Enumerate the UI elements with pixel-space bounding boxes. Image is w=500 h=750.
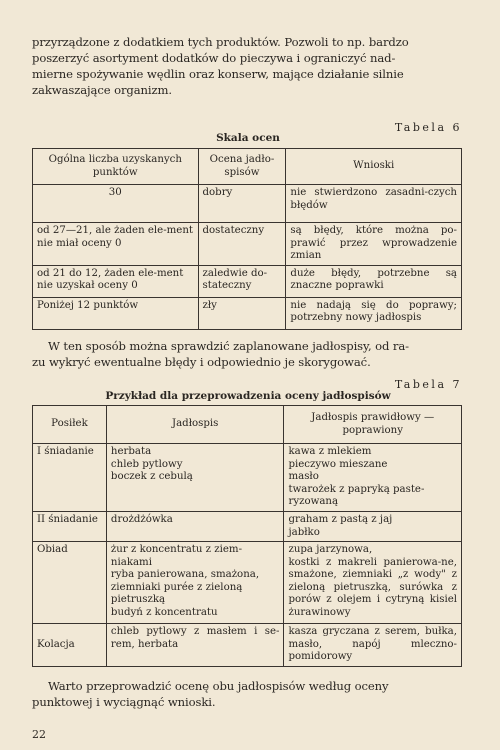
table-cell: 30 bbox=[33, 185, 199, 223]
table-row bbox=[33, 624, 462, 667]
menu-line: chleb pytlowy bbox=[110, 458, 183, 470]
meal-cell: Obiad bbox=[33, 542, 107, 624]
middle-paragraph bbox=[32, 338, 464, 370]
table7-label: Tabela 7 bbox=[394, 378, 462, 391]
menu-line: ziemniaki purée z zieloną pietruszką bbox=[110, 581, 243, 605]
menu-line: jabłko bbox=[288, 526, 320, 538]
menu-line: drożdżówka bbox=[110, 514, 173, 525]
text-line: W ten sposób można sprawdzić zaplanowane jadłospisy, od ra- bbox=[48, 339, 409, 353]
table-cell: są błędy, które można po-prawić przez wprowadzenie zmian bbox=[286, 223, 462, 266]
closing-paragraph bbox=[32, 678, 464, 710]
menu-line: zupa jarzynowa, bbox=[288, 544, 373, 555]
menu-cell bbox=[106, 512, 284, 542]
table6-header-cell: Ogólna liczba uzyskanych punktów bbox=[33, 149, 199, 185]
corrected-cell bbox=[284, 624, 462, 667]
menu-line: masło bbox=[288, 471, 319, 482]
table6 bbox=[32, 148, 462, 330]
menu-line: kostki z makreli panierowa-ne, smażone, ziemniaki „z wody" z zieloną pietruszką, surówka z porów z olejem i cytryną kisiel żurawinowy bbox=[288, 556, 457, 618]
table-cell: nie stwierdzono zasadni-czych błędów bbox=[286, 185, 462, 223]
text-line: mierne spożywanie wędlin oraz konserw, mające działanie silnie bbox=[32, 67, 404, 81]
table6-header-row bbox=[33, 149, 462, 185]
table-cell: nie nadają się do poprawy; potrzebny nowy jadłospis bbox=[286, 297, 462, 329]
corrected-cell bbox=[284, 512, 462, 542]
menu-cell bbox=[106, 444, 284, 512]
table-cell: dostateczny bbox=[198, 223, 286, 266]
menu-line: żur z koncentratu z ziem-niakami bbox=[110, 544, 243, 568]
table6-title: Skala ocen bbox=[216, 132, 280, 144]
menu-line: twarożek z papryką paste-ryzowaną bbox=[288, 483, 425, 507]
text-line: punktowej i wyciągnąć wnioski. bbox=[32, 695, 216, 709]
table-cell: Poniżej 12 punktów bbox=[33, 297, 199, 329]
text-line: Warto przeprowadzić ocenę obu jadłospisów według oceny bbox=[48, 679, 389, 693]
table6-label: Tabela 6 bbox=[394, 121, 462, 134]
menu-line: boczek z cebulą bbox=[110, 471, 193, 482]
corrected-cell bbox=[284, 542, 462, 624]
table-row bbox=[33, 297, 462, 329]
text-line: zu wykryć ewentualne błędy i odpowiednio je skorygować. bbox=[32, 355, 371, 369]
table7-header-cell: Jadłospis prawidłowy — poprawiony bbox=[284, 406, 462, 444]
table-row bbox=[33, 265, 462, 297]
table6-header-cell: Wnioski bbox=[286, 149, 462, 185]
page-number: 22 bbox=[32, 728, 46, 741]
meal-cell: I śniadanie bbox=[33, 444, 107, 512]
table-row bbox=[33, 512, 462, 542]
table-row bbox=[33, 185, 462, 223]
corrected-cell bbox=[284, 444, 462, 512]
text-line: poszerzyć asortyment dodatków do pieczywa i ograniczyć nad- bbox=[32, 51, 396, 65]
table-cell: zły bbox=[198, 297, 286, 329]
menu-line: budyń z koncentratu bbox=[110, 606, 218, 618]
intro-paragraph bbox=[32, 34, 464, 98]
table-cell: od 27—21, ale żaden ele-ment nie miał oceny 0 bbox=[33, 223, 199, 266]
menu-line: herbata bbox=[110, 446, 152, 457]
table7-header-row bbox=[33, 406, 462, 444]
table-cell: od 21 do 12, żaden ele-ment nie uzyskał oceny 0 bbox=[33, 265, 199, 297]
meal-cell: Kolacja bbox=[33, 624, 107, 667]
text-line: zakwaszające organizm. bbox=[32, 83, 173, 97]
menu-line: ryba panierowana, smażona, bbox=[110, 569, 260, 580]
table7-header-cell: Jadłospis bbox=[106, 406, 284, 444]
menu-cell bbox=[106, 624, 284, 667]
table-row bbox=[33, 444, 462, 512]
menu-line: pieczywo mieszane bbox=[288, 458, 388, 470]
table6-header-cell: Ocena jadło-spisów bbox=[198, 149, 286, 185]
meal-cell: II śniadanie bbox=[33, 512, 107, 542]
table-cell: duże błędy, potrzebne są znaczne poprawki bbox=[286, 265, 462, 297]
text-line: przyrządzone z dodatkiem tych produktów. Pozwoli to np. bardzo bbox=[32, 35, 409, 49]
table-row bbox=[33, 223, 462, 266]
menu-line: chleb pytlowy z masłem i se-rem, herbata bbox=[110, 626, 280, 650]
menu-line: graham z pastą z jaj bbox=[288, 514, 393, 525]
table-cell: zaledwie do-stateczny bbox=[198, 265, 286, 297]
menu-cell bbox=[106, 542, 284, 624]
table7 bbox=[32, 405, 462, 667]
table7-header-cell: Posiłek bbox=[33, 406, 107, 444]
table7-title: Przykład dla przeprowadzenia oceny jadłospisów bbox=[105, 390, 391, 402]
table-cell: dobry bbox=[198, 185, 286, 223]
table-row bbox=[33, 542, 462, 624]
menu-line: kawa z mlekiem bbox=[288, 446, 372, 457]
menu-line: kasza gryczana z serem, bułka, masło, napój mleczno-pomidorowy bbox=[288, 626, 457, 662]
